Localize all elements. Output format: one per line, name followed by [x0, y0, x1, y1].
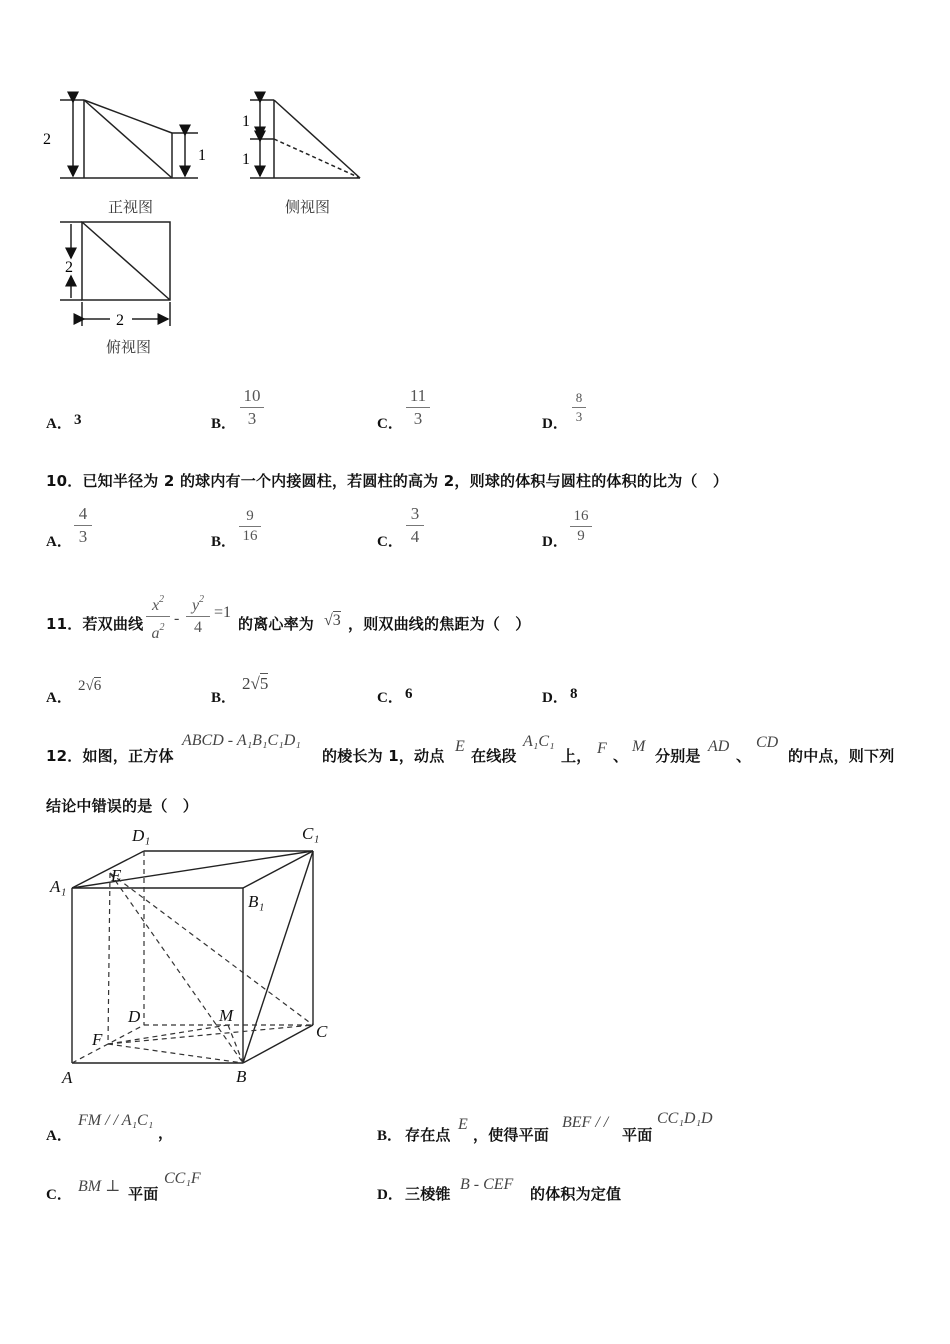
q10-option-b-num: 9 [246, 508, 254, 524]
q12-option-d-t1: 三棱锥 [405, 1185, 451, 1203]
q12-option-a-math: FM / / A₁C₁ [78, 1112, 154, 1129]
q12-option-d-t2: 的体积为定值 [530, 1185, 622, 1203]
q11-f1-num: x [151, 597, 160, 614]
vertex-a: A [62, 1068, 73, 1087]
q11-fraction-y [186, 590, 210, 637]
q9-option-b-num: 10 [243, 386, 261, 405]
q9-option-d-num: 8 [575, 390, 583, 405]
q9-option-b-label[interactable]: B． [211, 416, 237, 432]
q12-option-a-label[interactable]: A． [46, 1128, 72, 1144]
q12-option-b-e: E [458, 1116, 468, 1133]
top-dim-bottom: 2 [116, 312, 124, 329]
q11-prefix: 11．若双曲线 [46, 615, 144, 633]
q12-point-e: E [455, 738, 465, 755]
q10-option-c-fraction [406, 504, 424, 547]
q11-option-b-value: 2√5 [242, 674, 269, 693]
q11-option-d-value: 8 [570, 686, 578, 702]
q12-p6: 的中点，则下列 [788, 747, 895, 765]
q11-sqrt-value: 3 [332, 612, 341, 629]
q10-option-c-label[interactable]: C． [377, 534, 403, 550]
side-dim-top: 1 [242, 113, 250, 130]
q11-option-c-label[interactable]: C． [377, 690, 403, 706]
q10-option-a-num: 4 [78, 504, 88, 523]
q9-option-c-den: 3 [413, 409, 423, 428]
q11-f1-num-exp: 2 [159, 594, 165, 605]
q12-p5: 分别是 [655, 747, 701, 765]
q10-option-d-den: 9 [577, 528, 585, 544]
q11-option-a-value: 2√6 [78, 678, 102, 694]
q12-option-a-tail: ， [158, 1124, 174, 1142]
side-view-caption: 侧视图 [285, 198, 331, 216]
q10-option-d-label[interactable]: D． [542, 534, 568, 550]
q12-option-d-label[interactable]: D． [377, 1187, 403, 1203]
q12-ad: AD [708, 738, 730, 755]
q11-f2-num-exp: 2 [199, 594, 205, 605]
q9-option-d-den: 3 [575, 409, 583, 424]
q11-option-b-root: 5 [259, 674, 269, 693]
q12-option-c-m2: CC₁F [164, 1170, 201, 1187]
top-view-caption: 俯视图 [106, 338, 152, 356]
q11-mid: 的离心率为 [238, 615, 315, 633]
vertex-b1: B₁ [248, 892, 265, 911]
top-dim-left: 2 [65, 259, 73, 276]
vertex-e: E [111, 866, 122, 885]
q9-option-c-fraction [406, 386, 430, 429]
q12-p3: 在线段 [471, 747, 517, 765]
q11-equals: =1 [214, 604, 232, 621]
q12-segment: A₁C₁ [523, 733, 555, 750]
q10-option-d-fraction [570, 508, 592, 545]
q10-option-c-num: 3 [410, 504, 420, 523]
q12-option-c-t1: 平面 [128, 1185, 159, 1203]
q10-option-c-den: 4 [410, 527, 420, 546]
vertex-m: M [219, 1006, 234, 1025]
front-view [60, 100, 198, 178]
q12-option-b-t3: 平面 [622, 1126, 653, 1144]
q11-f2-num: y [191, 597, 200, 614]
q11-option-a-root: 6 [93, 678, 102, 694]
vertex-d1: D₁ [132, 826, 151, 845]
vertex-b: B [236, 1067, 247, 1086]
q11-f2-den: 4 [194, 619, 202, 636]
q11-f1-den: a [151, 625, 160, 642]
vertex-a1: A₁ [50, 877, 67, 896]
q11-fraction-x [146, 590, 170, 643]
q12-p4: 上， [561, 747, 592, 765]
q9-option-a-value: 3 [74, 412, 82, 428]
vertex-f: F [92, 1030, 103, 1049]
q12-option-b-m2: CC₁D₁D [657, 1110, 713, 1127]
q9-option-c-num: 11 [409, 386, 427, 405]
q10-text: 10．已知半径为 2 的球内有一个内接圆柱，若圆柱的高为 2，则球的体积与圆柱的体积的比为（ ） [46, 472, 729, 490]
cube-figure [40, 815, 350, 1090]
q10-option-a-fraction [74, 504, 92, 547]
top-view [60, 222, 170, 326]
q10-option-a-label[interactable]: A． [46, 534, 72, 550]
side-view [250, 100, 360, 178]
q12-p1: 12．如图，正方体 [46, 747, 174, 765]
q10-option-b-fraction [239, 508, 261, 545]
q12-p2: 的棱长为 1，动点 [322, 747, 445, 765]
q11-sqrt: √3 [324, 612, 341, 629]
front-dim-left: 2 [43, 131, 51, 148]
vertex-c1: C₁ [302, 824, 320, 843]
q11-minus: - [174, 610, 180, 627]
q12-option-c-label[interactable]: C． [46, 1187, 72, 1203]
q12-point-f: F [597, 740, 607, 757]
q9-option-c-label[interactable]: C． [377, 416, 403, 432]
q11-option-a-label[interactable]: A． [46, 690, 72, 706]
q9-option-b-fraction [240, 386, 264, 429]
q11-suffix: ，则双曲线的焦距为（ ） [348, 615, 531, 633]
three-views-figure [30, 80, 390, 370]
front-view-caption: 正视图 [108, 198, 154, 216]
vertex-c: C [316, 1022, 328, 1041]
q10-option-b-label[interactable]: B． [211, 534, 237, 550]
q12-cube-math: ABCD - A₁B₁C₁D₁ [182, 732, 301, 749]
q10-option-d-num: 16 [573, 508, 589, 524]
q12-option-b-t2: ，使得平面 [473, 1126, 550, 1144]
front-dim-right: 1 [198, 147, 206, 164]
q9-option-d-label[interactable]: D． [542, 416, 568, 432]
q12-option-b-t1: 存在点 [405, 1126, 451, 1144]
q12-option-c-m1: BM ⊥ [78, 1178, 121, 1195]
q12-sep-1: 、 [613, 747, 629, 765]
q11-option-a-coef: 2 [78, 678, 86, 694]
q10-option-b-den: 16 [242, 528, 258, 544]
q12-line2: 结论中错误的是（ ） [46, 797, 199, 815]
q11-option-c-value: 6 [405, 686, 413, 702]
q9-option-a-label[interactable]: A． [46, 416, 72, 432]
q11-option-d-label[interactable]: D． [542, 690, 568, 706]
q12-sep-2: 、 [736, 747, 752, 765]
side-dim-bottom: 1 [242, 151, 250, 168]
q9-option-b-den: 3 [247, 409, 257, 428]
q11-option-b-label[interactable]: B． [211, 690, 237, 706]
q12-option-b-m1: BEF / / [562, 1114, 609, 1131]
q12-option-b-label[interactable]: B． [377, 1128, 403, 1144]
q9-option-d-fraction [572, 390, 586, 425]
q12-point-m: M [632, 738, 646, 755]
vertex-d: D [128, 1007, 141, 1026]
q12-cd: CD [756, 734, 779, 751]
q10-option-a-den: 3 [78, 527, 88, 546]
q11-option-b-coef: 2 [242, 674, 251, 693]
q11-f1-den-exp: 2 [159, 622, 165, 633]
q12-option-d-m1: B - CEF [460, 1176, 514, 1193]
